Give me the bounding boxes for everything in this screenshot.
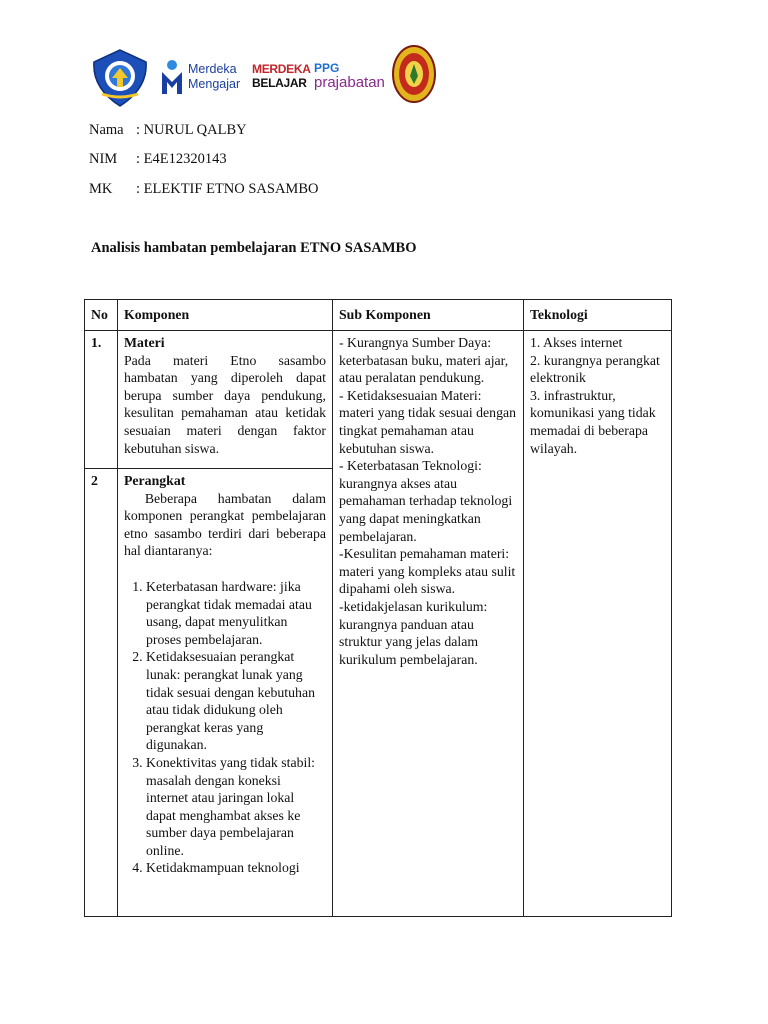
ppg-line2: prajabatan xyxy=(314,74,385,91)
header-teknologi: Teknologi xyxy=(524,300,672,331)
info-label: NIM xyxy=(89,151,118,167)
teknologi-item: 2. kurangnya perangkat elektronik xyxy=(530,352,660,386)
row2-text: Beberapa hambatan dalam komponen perangkat pembelajaran etno sasambo terdiri dari beberapa hal diantaranya: xyxy=(124,490,330,559)
analysis-table xyxy=(84,299,672,917)
list-item: 4. Ketidakmampuan teknologi xyxy=(146,859,326,877)
row2-no: 2 xyxy=(85,469,118,917)
header-sub-komponen: Sub Komponen xyxy=(333,300,524,331)
info-label: Nama xyxy=(89,122,124,138)
info-nim xyxy=(89,151,227,168)
tut-wuri-handayani-logo xyxy=(90,48,150,108)
ppg-line1: PPG xyxy=(314,61,340,75)
row2-heading: Perangkat xyxy=(124,473,186,488)
sub-komponen-item: - Keterbatasan Teknologi: kurangnya akses atau pemahaman terhadap teknologi yang dapat meningkatkan pembelajaran. xyxy=(339,458,513,544)
header-komponen: Komponen xyxy=(118,300,333,331)
teknologi-item: 1. Akses internet xyxy=(530,335,623,350)
row1-komponen xyxy=(118,331,333,469)
list-item: 1. Keterbatasan hardware: jika perangkat tidak memadai atau usang, dapat menyulitkan proses pembelajaran. xyxy=(146,578,326,648)
row1-text: Pada materi Etno sasambo hambatan yang diperoleh dapat berupa sumber daya pendukung, kesulitan pemahaman atau ketidak sesuaian materi dengan faktor kebutuhan siswa. xyxy=(124,352,326,456)
sub-komponen-item: - Kurangnya Sumber Daya: keterbatasan buku, materi ajar, atau peralatan pendukung. xyxy=(339,335,509,386)
table-row xyxy=(85,331,672,469)
sub-komponen-item: -ketidakjelasan kurikulum: kurangnya panduan atau struktur yang jelas dalam kurikulum pembelajaran. xyxy=(339,598,488,667)
sub-komponen-item: - Ketidaksesuaian Materi: materi yang tidak sesuai dengan tingkat pemahaman atau kebutuhan siswa. xyxy=(339,387,517,456)
info-value: : NURUL QALBY xyxy=(136,122,247,138)
sub-komponen-cell xyxy=(333,331,524,917)
row1-heading: Materi xyxy=(124,335,165,350)
merdeka-mengajar-line2: Mengajar xyxy=(188,77,241,91)
header-no: No xyxy=(85,300,118,331)
info-value: : ELEKTIF ETNO SASAMBO xyxy=(136,181,319,197)
info-mk xyxy=(89,181,318,198)
university-emblem-logo xyxy=(392,44,436,104)
merdeka-belajar-line1: MERDEKA xyxy=(252,62,311,76)
logo-strip xyxy=(88,42,448,108)
sub-komponen-item: -Kesulitan pemahaman materi: materi yang kompleks atau sulit dipahami oleh siswa. xyxy=(339,546,516,597)
merdeka-mengajar-line1: Merdeka xyxy=(188,62,237,76)
row2-komponen xyxy=(118,469,333,917)
list-item: 2. Ketidaksesuaian perangkat lunak: perangkat lunak yang tidak sesuai dengan kebutuhan atau tidak didukung oleh perangkat keras yang digunakan. xyxy=(146,648,326,754)
row1-no: 1. xyxy=(85,331,118,469)
document-title: Analisis hambatan pembelajaran ETNO SASAMBO xyxy=(91,240,417,256)
teknologi-item: 3. infrastruktur, komunikasi yang tidak memadai di beberapa wilayah. xyxy=(530,387,656,456)
merdeka-belajar-line2: BELAJAR xyxy=(252,76,307,90)
info-label: MK xyxy=(89,181,113,197)
teknologi-cell xyxy=(524,331,672,917)
merdeka-mengajar-icon xyxy=(158,58,186,96)
list-item: 3. Konektivitas yang tidak stabil: masalah dengan koneksi internet atau jaringan lokal dapat menghambat akses ke sumber daya pembelajaran online. xyxy=(146,754,326,860)
info-nama xyxy=(89,122,247,139)
info-value: : E4E12320143 xyxy=(136,151,227,167)
table-header-row xyxy=(85,300,672,331)
merdeka-mengajar-logo xyxy=(188,62,240,92)
ppg-prajabatan-logo xyxy=(314,62,385,91)
hambatan-list xyxy=(124,578,326,877)
merdeka-belajar-logo xyxy=(252,62,311,90)
